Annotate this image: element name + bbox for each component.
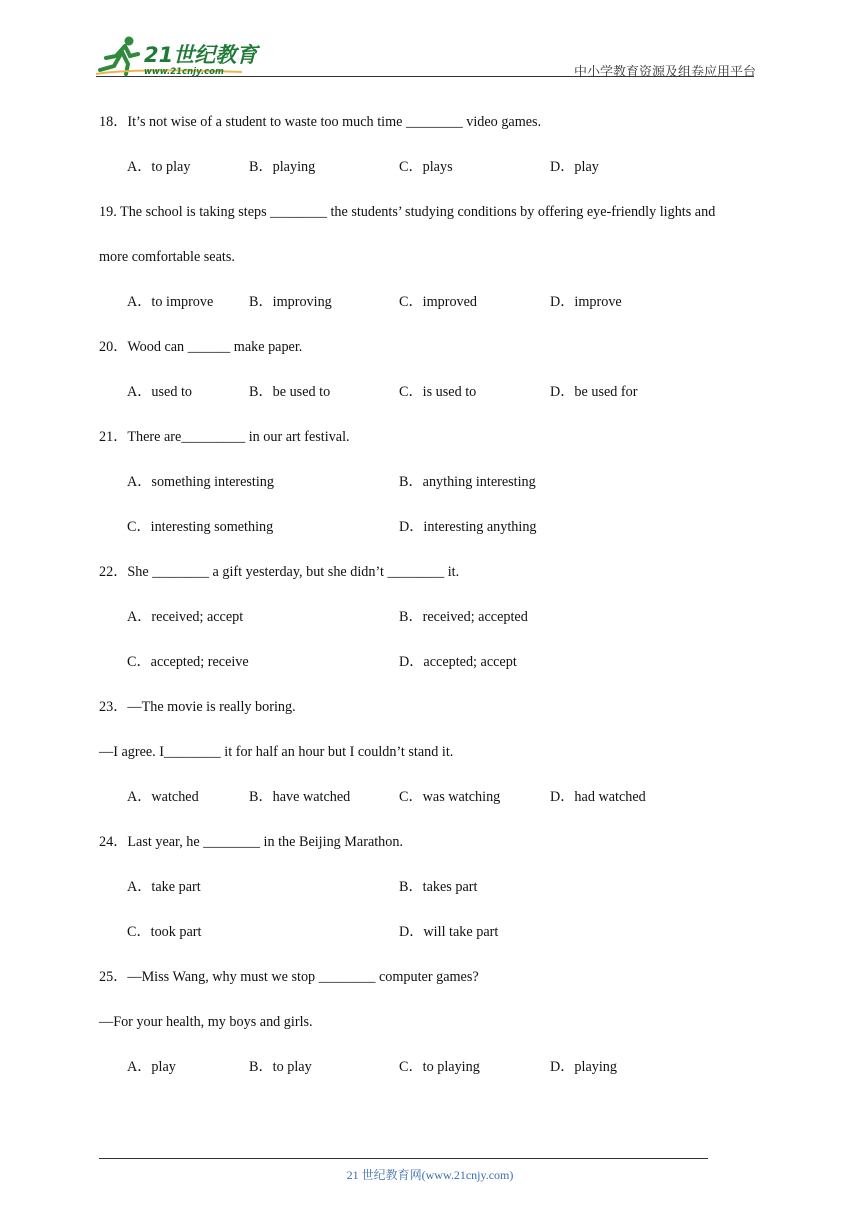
options-row	[99, 153, 769, 198]
answer-option: D．accepted; accept	[399, 654, 517, 670]
answer-option: C．took part	[127, 924, 202, 940]
question-item	[99, 963, 769, 1098]
answer-option: A．received; accept	[127, 609, 244, 625]
answer-option: B．improving	[249, 294, 332, 310]
question-stem-continued: —I agree. I________ it for half an hour but I couldn’t stand it.	[99, 744, 454, 760]
answer-option: A．to improve	[127, 294, 214, 310]
answer-option: C．to playing	[399, 1059, 480, 1075]
options-row	[99, 873, 769, 918]
question-item	[99, 198, 769, 333]
logo-subtext: www.21cnjy.com	[144, 67, 224, 77]
options-row	[99, 468, 769, 513]
answer-option: A．play	[127, 1059, 176, 1075]
question-stem-continued: —For your health, my boys and girls.	[99, 1014, 313, 1030]
answer-option: D．will take part	[399, 924, 499, 940]
options-row	[99, 288, 769, 333]
answer-option: B．received; accepted	[399, 609, 528, 625]
answer-option: D．play	[550, 159, 599, 175]
answer-option: B．playing	[249, 159, 316, 175]
options-row	[99, 918, 769, 963]
options-row	[99, 378, 769, 423]
runner-icon	[92, 34, 262, 78]
question-item	[99, 693, 769, 828]
question-stem: 22．She ________ a gift yesterday, but she didn’t ________ it.	[99, 564, 460, 580]
question-stem: 21．There are_________ in our art festival.	[99, 429, 350, 445]
answer-option: C．is used to	[399, 384, 477, 400]
question-stem: 20．Wood can ______ make paper.	[99, 339, 303, 355]
options-row	[99, 603, 769, 648]
answer-option: B．be used to	[249, 384, 331, 400]
question-item	[99, 828, 769, 963]
question-stem: 19. The school is taking steps ________ the students’ studying conditions by offering eye-friendly lights and	[99, 204, 716, 220]
question-item	[99, 423, 769, 558]
answer-option: D．had watched	[550, 789, 646, 805]
options-row	[99, 1053, 769, 1098]
options-row	[99, 513, 769, 558]
answer-option: D．improve	[550, 294, 622, 310]
question-item	[99, 333, 769, 423]
answer-option: D．playing	[550, 1059, 617, 1075]
answer-option: B．have watched	[249, 789, 351, 805]
question-item	[99, 558, 769, 693]
answer-option: D．be used for	[550, 384, 638, 400]
answer-option: A．take part	[127, 879, 201, 895]
question-stem: 18．It’s not wise of a student to waste too much time ________ video games.	[99, 114, 542, 130]
question-stem-continued: more comfortable seats.	[99, 249, 235, 265]
answer-option: A．watched	[127, 789, 199, 805]
question-stem: 25．—Miss Wang, why must we stop ________ computer games?	[99, 969, 479, 985]
answer-option: C．interesting something	[127, 519, 274, 535]
answer-option: A．used to	[127, 384, 193, 400]
question-item	[99, 108, 769, 198]
answer-option: C．was watching	[399, 789, 501, 805]
answer-option: A．something interesting	[127, 474, 274, 490]
answer-option: B．to play	[249, 1059, 312, 1075]
header-divider	[96, 76, 754, 77]
options-row	[99, 648, 769, 693]
answer-option: B．takes part	[399, 879, 478, 895]
answer-option: D．interesting anything	[399, 519, 537, 535]
header-platform-name: 中小学教育资源及组卷应用平台	[573, 64, 756, 79]
footer-text: 21 世纪教育网(www.21cnjy.com)	[346, 1168, 514, 1182]
footer-divider	[99, 1158, 708, 1159]
answer-option: A．to play	[127, 159, 191, 175]
question-stem: 24．Last year, he ________ in the Beijing Marathon.	[99, 834, 404, 850]
answer-option: C．improved	[399, 294, 478, 310]
question-stem: 23．—The movie is really boring.	[99, 699, 296, 715]
question-list	[99, 108, 769, 1098]
answer-option: B．anything interesting	[399, 474, 536, 490]
answer-option: C．plays	[399, 159, 453, 175]
site-logo	[92, 34, 262, 78]
logo-text: 21世纪教育	[144, 43, 258, 67]
options-row	[99, 783, 769, 828]
answer-option: C．accepted; receive	[127, 654, 249, 670]
